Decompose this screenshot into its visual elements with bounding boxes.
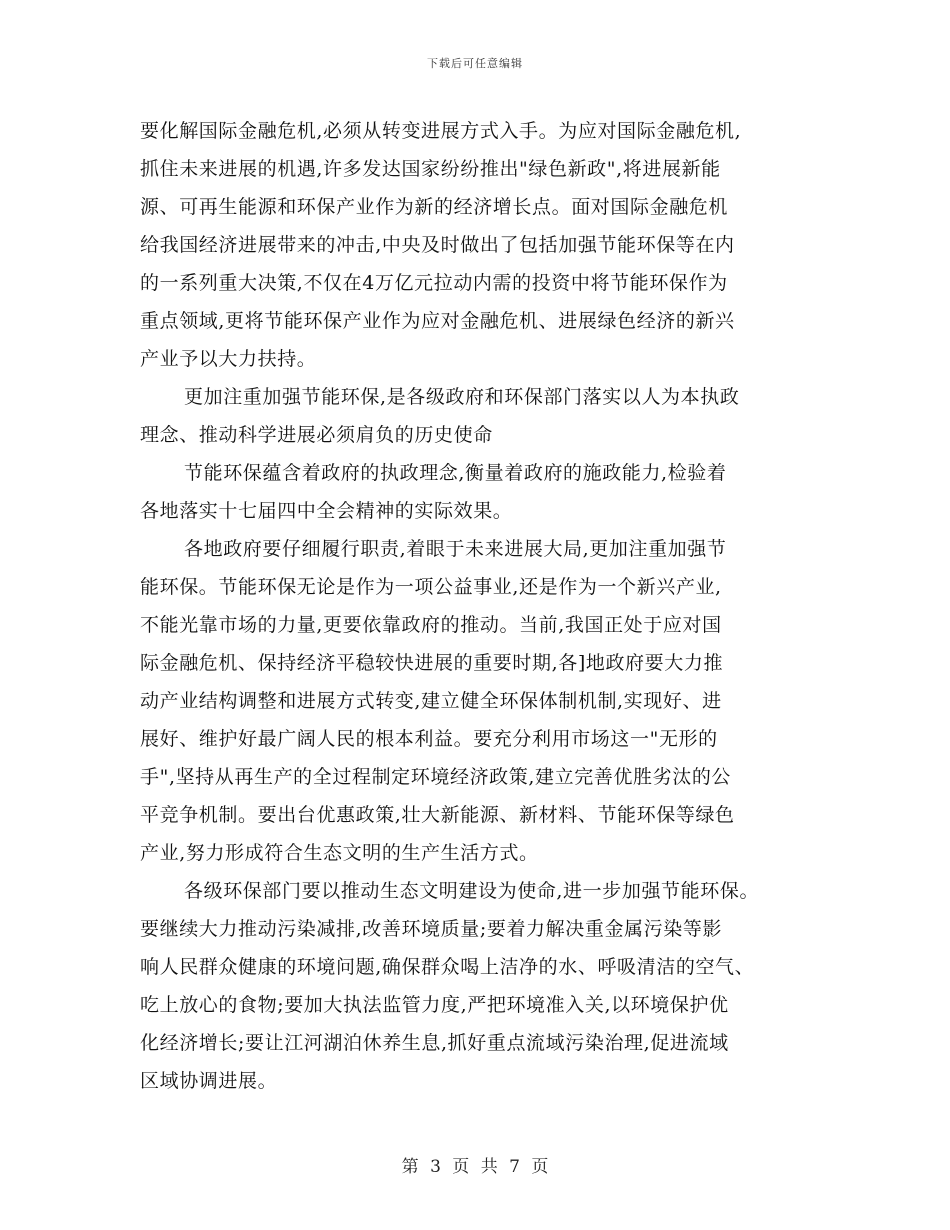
text-line: 抓住未来进展的机遇,许多发达国家纷纷推出"绿色新政",将进展新能 bbox=[140, 158, 721, 180]
text-line: 区域协调进展。 bbox=[140, 1070, 278, 1092]
paragraph-4 bbox=[140, 530, 840, 872]
text-line: 展好、维护好最广阔人民的根本利益。要充分利用市场这一"无形的 bbox=[140, 728, 718, 750]
text-line: 手",坚持从再生产的全过程制定环境经济政策,建立完善优胜劣汰的公 bbox=[140, 766, 732, 788]
text-line: 产业,努力形成符合生态文明的生产生活方式。 bbox=[140, 842, 539, 864]
paragraph-3 bbox=[140, 454, 840, 530]
text-line: 动产业结构调整和进展方式转变,建立健全环保体制机制,实现好、进 bbox=[140, 690, 722, 712]
text-line: 际金融危机、保持经济平稳较快进展的重要时期,各]地政府要大力推 bbox=[140, 652, 724, 674]
text-line: 理念、推动科学进展必须肩负的历史使命 bbox=[140, 424, 493, 446]
text-line: 吃上放心的食物;要加大执法监管力度,严把环境准入关,以环境保护优 bbox=[140, 994, 729, 1016]
text-line: 要化解国际金融危机,必须从转变进展方式入手。为应对国际金融危机, bbox=[140, 120, 742, 142]
text-line: 给我国经济进展带来的冲击,中央及时做出了包括加强节能环保等在内 bbox=[140, 234, 735, 256]
paragraph-5 bbox=[140, 872, 840, 1100]
text-line: 各地落实十七届四中全会精神的实际效果。 bbox=[140, 500, 513, 522]
text-line: 重点领域,更将节能环保产业作为应对金融危机、进展绿色经济的新兴 bbox=[140, 310, 735, 332]
text-line: 要继续大力推动污染减排,改善环境质量;要着力解决重金属污染等影 bbox=[140, 918, 723, 940]
text-line: 平竞争机制。要出台优惠政策,壮大新能源、新材料、节能环保等绿色 bbox=[140, 804, 735, 826]
text-line: 化经济增长;要让江河湖泊休养生息,抓好重点流域污染治理,促进流域 bbox=[140, 1032, 729, 1054]
text-line: 能环保。节能环保无论是作为一项公益事业,还是作为一个新兴产业, bbox=[140, 576, 722, 598]
text-line: 的一系列重大决策,不仅在4万亿元拉动内需的投资中将节能环保作为 bbox=[140, 272, 728, 294]
text-line: 不能光靠市场的力量,更要依靠政府的推动。当前,我国正处于应对国 bbox=[140, 614, 722, 636]
text-line: 产业予以大力扶持。 bbox=[140, 348, 317, 370]
text-line: 各地政府要仔细履行职责,着眼于未来进展大局,更加注重加强节 bbox=[184, 538, 727, 560]
text-line: 各级环保部门要以推动生态文明建设为使命,进一步加强节能环保。 bbox=[184, 880, 760, 902]
text-line: 源、可再生能源和环保产业作为新的经济增长点。面对国际金融危机 bbox=[140, 196, 729, 218]
page-header: 下载后可任意编辑 bbox=[427, 57, 523, 70]
text-line: 响人民群众健康的环境问题,确保群众喝上洁净的水、呼吸清洁的空气、 bbox=[140, 956, 755, 978]
page-number: 第 3 页 共 7 页 bbox=[401, 1157, 549, 1177]
paragraph-1 bbox=[140, 112, 840, 378]
text-line: 节能环保蕴含着政府的执政理念,衡量着政府的施政能力,检验着 bbox=[184, 462, 727, 484]
text-line: 更加注重加强节能环保,是各级政府和环保部门落实以人为本执政 bbox=[184, 386, 740, 408]
paragraph-2 bbox=[140, 378, 840, 454]
document-body bbox=[140, 112, 840, 1100]
